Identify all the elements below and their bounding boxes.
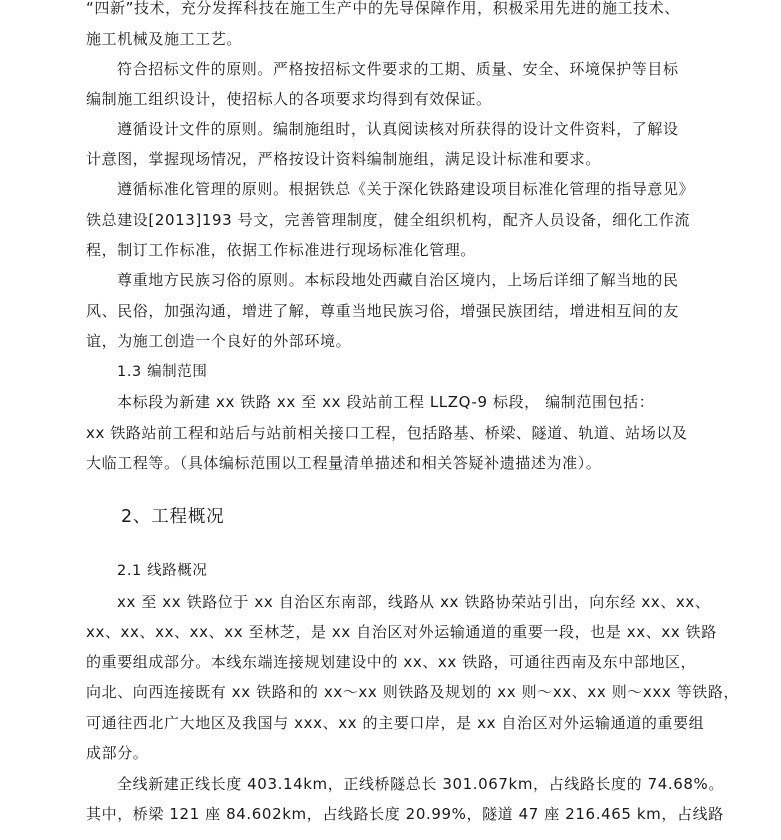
section-heading-1-3: 1.3 编制范围 <box>117 364 208 380</box>
paragraph-tender-principle: 符合招标文件的原则。严格按招标文件要求的工期、质量、安全、环境保护等目标 <box>117 60 679 78</box>
text-line: 风、民俗，加强沟通，增进了解，尊重当地民族习俗，增强民族团结，增进相互间的友 <box>86 302 679 320</box>
paragraph-scope: 本标段为新建 xx 铁路 xx 至 xx 段站前工程 LLZQ-9 标段， 编制范围包括： <box>117 393 655 411</box>
text-line: 计意图，掌握现场情况，严格按设计资料编制施组，满足设计标准和要求。 <box>86 150 601 168</box>
text-line: 铁总建设[2013]193 号文，完善管理制度，健全组织机构，配齐人员设备，细化工作流 <box>86 211 691 229</box>
text-line: 可通往西北广大地区及我国与 xxx、xx 的主要口岸，是 xx 自治区对外运输通道的重要组 <box>86 714 705 732</box>
text-line: 其中，桥梁 121 座 84.602km，占线路长度 20.99%，隧道 47 座 216.465 km，占线路 <box>86 805 724 823</box>
paragraph-design-principle: 遵循设计文件的原则。编制施组时，认真阅读核对所获得的设计文件资料，了解设 <box>117 120 679 138</box>
text-line: “四新”技术，充分发挥科技在施工生产中的先导保障作用，积极采用先进的施工技术、 <box>86 0 680 17</box>
paragraph-ethnic-customs-principle: 尊重地方民族习俗的原则。本标段地处西藏自治区境内，上场后详细了解当地的民 <box>117 271 679 289</box>
section-heading-2-1: 2.1 线路概况 <box>117 563 208 579</box>
text-line: 的重要组成部分。本线东端连接规划建设中的 xx、xx 铁路，可通往西南及东中部地区， <box>86 653 697 671</box>
text-line: 向北、向西连接既有 xx 铁路和的 xx～xx 则铁路及规划的 xx 则～xx、xx 则～xxx 等铁路， <box>86 683 740 701</box>
text-line: xx 铁路站前工程和站后与站前相关接口工程，包括路基、桥梁、隧道、轨道、站场以及 <box>86 424 688 442</box>
text-line: 谊，为施工创造一个良好的外部环境。 <box>86 332 352 350</box>
text-line: 程，制订工作标准，依据工作标准进行现场标准化管理。 <box>86 241 477 259</box>
text-line: 编制施工组织设计，使招标人的各项要求均得到有效保证。 <box>86 90 492 108</box>
text-line: 施工机械及施工工艺。 <box>86 30 243 48</box>
text-line: 成部分。 <box>86 744 149 762</box>
chapter-heading-2: 2、工程概况 <box>121 507 225 527</box>
paragraph-route-overview: xx 至 xx 铁路位于 xx 自治区东南部，线路从 xx 铁路协荣站引出，向东经 xx、xx、 <box>117 593 711 611</box>
text-line: 大临工程等。（具体编标范围以工程量清单描述和相关答疑补遗描述为准）。 <box>86 454 602 472</box>
paragraph-line-length: 全线新建正线长度 403.14km，正线桥隧总长 301.067km，占线路长度的 74.68%。 <box>117 775 725 793</box>
paragraph-standardization-principle: 遵循标准化管理的原则。根据铁总《关于深化铁路建设项目标准化管理的指导意见》 <box>117 180 695 198</box>
text-line: xx、xx、xx、xx、xx 至林芝，是 xx 自治区对外运输通道的重要一段，也是 xx、xx 铁路 <box>86 623 717 641</box>
